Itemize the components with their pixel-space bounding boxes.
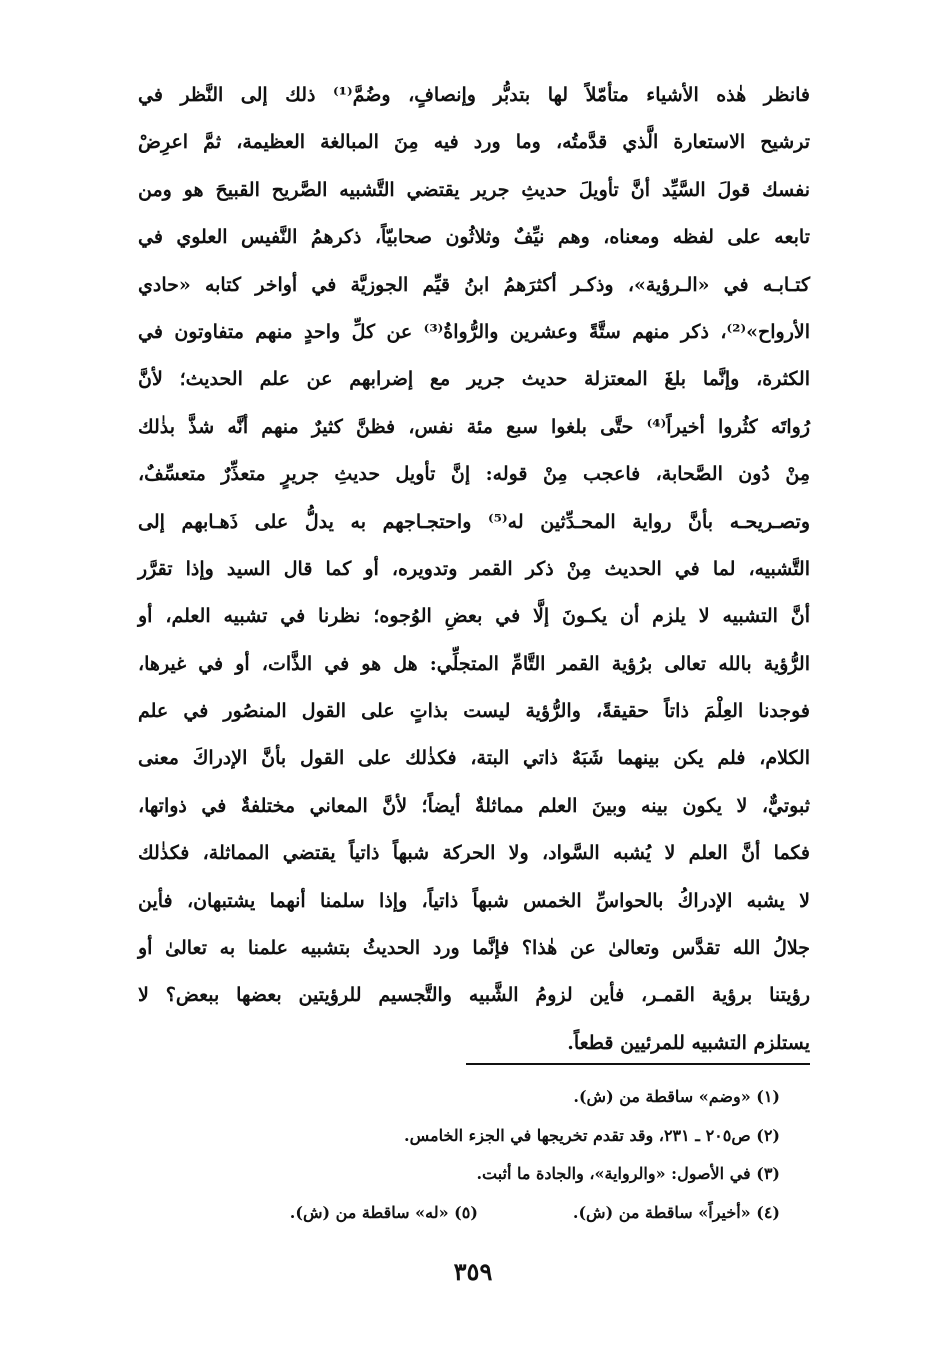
footnote-separator bbox=[466, 1063, 810, 1065]
footnotes bbox=[138, 1078, 810, 1232]
text-line: أنَّ التشبيه لا يلزم أن يكـونَ إلَّا في بعضِ الوُجوه؛ نظرنا في تشبيه العلم، أو bbox=[138, 605, 810, 628]
text-line: يستلزم التشبيه للمرئيين قطعاً. bbox=[567, 1031, 810, 1054]
footnote-4: (٤) «أخيراً» ساقطة من (ش). bbox=[572, 1202, 780, 1222]
text-line: نفسك قولَ السَّيِّد أنَّ تأويلَ حديثِ جرير يقتضي التَّشبيه الصَّريح القبيحَ هو ومن bbox=[138, 178, 810, 201]
text-line: الأرواح»⁽²⁾، ذكر منهم ستَّةً وعشرين والرُّواةُ⁽³⁾ عن كلِّ واحدٍ منهم متفاوتون في bbox=[138, 320, 810, 343]
text-line: تابعه على لفظه ومعناه، وهم نيِّفٌ وثلاثُون صحابيّاً، ذكرهمُ النَّفيس العلوي في bbox=[138, 226, 810, 249]
footnote-5: (٥) «له» ساقطة من (ش). bbox=[289, 1202, 478, 1222]
text-line: فانظر هٰذه الأشياء متأمّلاً لها بتدبُّر وإنصافٍ، وضُمَّ⁽¹⁾ ذلك إلى النَّظر في bbox=[138, 84, 810, 106]
footnote-3: (٣) في الأصول: «والرواية»، والجادة ما أثبت. bbox=[476, 1164, 780, 1183]
main-text bbox=[138, 72, 810, 1067]
text-line: مِنْ دُون الصَّحابة، فاعجب مِنْ قوله: إنَّ تأويل حديثِ جريرٍ متعذِّرٌ متعسِّفٌ، bbox=[138, 463, 810, 486]
text-line: الكثرة، وإنَّما بلغَ المعتزلة حديث جرير مع إضرابهم عن علم الحديث؛ لأنَّ bbox=[138, 368, 810, 391]
footnote-1: (١) «وضم» ساقطة من (ش). bbox=[573, 1087, 780, 1106]
text-line: رؤيتنا برؤية القمـر، فأين لزومُ الشَّبيه والتَّجسيم للرؤيتين بعضها ببعض؟ لا bbox=[138, 984, 810, 1007]
text-line: فكما أنَّ العلم لا يُشبه السَّواد، ولا الحركة شبهاً ذاتياً يقتضي المماثلة، فكذٰلك bbox=[138, 842, 810, 865]
text-line: لا يشبه الإدراكُ بالحواسِّ الخمس شبهاً ذاتياً، وإذا سلمنا أنهما يشتبهان، فأين bbox=[138, 889, 810, 912]
text-line: وتصـريحـه بأنَّ رواية المحـدِّثين له⁽⁵⁾ واحتجـاجهم به يدلُّ على ذَهـابهم إلى bbox=[138, 510, 810, 533]
text-line: جلالُ الله تقدَّس وتعالىٰ عن هٰذا؟ فإنَّما ورد الحديثُ بتشبيه علمنا به تعالىٰ أو bbox=[138, 937, 810, 960]
text-line: التَّشبيه، لما في الحديث مِنْ ذكر القمر وتدويره، أو كما قال السيد وإذا تقرَّر bbox=[138, 557, 810, 580]
text-line: الكلام، فلم يكن بينهما شَبَهٌ ذاتي البتة، فكذٰلك على القول بأنَّ الإدراكَ معنى bbox=[138, 747, 810, 770]
text-line: كتـابـه في «الـرؤية»، وذكـر أكثرَهمُ ابنُ قيِّم الجوزيَّة في أواخر كتابه «حادي bbox=[138, 273, 810, 296]
page-number: ٣٥٩ bbox=[453, 1257, 493, 1286]
text-line: فوجدنا العِلْمَ ذاتاً حقيقةً، والرُّؤية ليست بذاتٍ على القول المنصُور في علم bbox=[138, 700, 810, 723]
text-line: ترشيح الاستعارة الَّذي قدَّمتُه، وما ورد فيه مِنَ المبالغة العظيمة، ثمَّ اعرِضْ bbox=[138, 131, 810, 154]
text-line: ثبوتيٌّ، لا يكون بينه وبينَ العلم مماثلةٌ أيضاً؛ لأنَّ المعاني مختلفةٌ في ذواتها، bbox=[138, 794, 810, 817]
text-line: الرُّؤية بالله تعالى برُؤية القمر التَّامِّ المتجلِّي: هل هو في الذَّات، أو في غيرها، bbox=[138, 652, 810, 675]
footnote-2: (٢) ص٢٠٥ ـ ٢٣١، وقد تقدم تخريجها في الجزء الخامس. bbox=[404, 1125, 780, 1145]
footnote-row bbox=[138, 1194, 810, 1233]
text-line: رُواتَه كثُروا أخيراً⁽⁴⁾ حتَّى بلغوا سبع مئة نفس، فظنَّ كثيرٌ منهم أنَّه شذَّ بذٰلك bbox=[138, 415, 811, 438]
